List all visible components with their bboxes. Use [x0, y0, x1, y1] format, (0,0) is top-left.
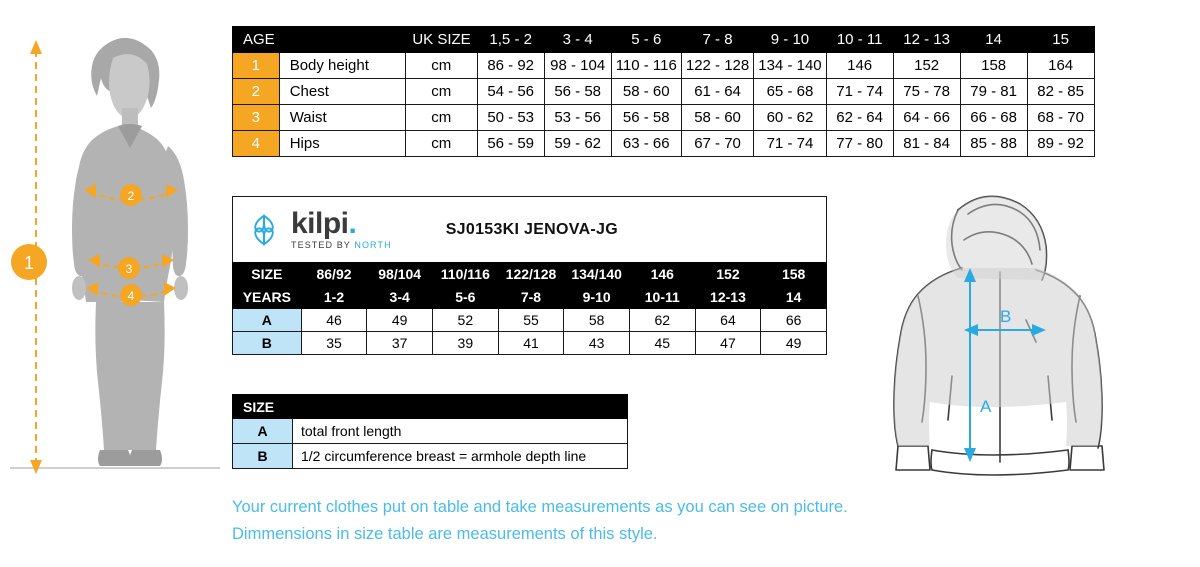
legend-header: SIZE [233, 395, 628, 419]
legend-key-a: A [233, 419, 293, 444]
product-size-block [232, 196, 827, 355]
header-size-9: 15 [1027, 27, 1094, 53]
cell: 67 - 70 [681, 131, 753, 157]
cell: 56 - 58 [544, 79, 611, 105]
age-size-table [232, 26, 1095, 157]
header-size-7: 12 - 13 [893, 27, 960, 53]
cell: 35 [301, 332, 367, 355]
body-silhouette [72, 38, 188, 466]
row-index: 3 [233, 105, 280, 131]
row-label: Hips [279, 131, 405, 157]
cell: 47 [695, 332, 761, 355]
cell: 146 [826, 53, 893, 79]
size-value: 152 [695, 263, 761, 286]
years-value: 5-6 [433, 286, 499, 309]
cell: 152 [893, 53, 960, 79]
header-size-5: 9 - 10 [754, 27, 826, 53]
years-value: 7-8 [498, 286, 564, 309]
measure-b-label: B [1000, 307, 1012, 326]
years-value: 10-11 [629, 286, 695, 309]
brand-tagline: TESTED BY NORTH [291, 240, 392, 250]
table-row [233, 263, 827, 286]
marker-3-label: 3 [125, 262, 133, 276]
row-index: 4 [233, 131, 280, 157]
size-value: 110/116 [433, 263, 499, 286]
cell: 55 [498, 309, 564, 332]
years-value: 9-10 [564, 286, 630, 309]
note-line-1: Your current clothes put on table and take measurements as you can see on picture. [232, 498, 848, 516]
cell: 64 - 66 [893, 105, 960, 131]
table-row [233, 395, 628, 419]
measure-a-label: A [980, 397, 992, 416]
cell: 62 - 64 [826, 105, 893, 131]
size-legend-table [232, 394, 628, 469]
size-value: 122/128 [498, 263, 564, 286]
cell: 77 - 80 [826, 131, 893, 157]
age-table-body [233, 53, 1095, 157]
cell: 45 [629, 332, 695, 355]
note-line-2: Dimmensions in size table are measurements of this style. [232, 525, 658, 544]
legend-key-b: B [233, 444, 293, 469]
table-row [233, 79, 1095, 105]
cell: 53 - 56 [544, 105, 611, 131]
cell: 110 - 116 [611, 53, 681, 79]
kilpi-knot-icon [243, 209, 285, 251]
row-unit: cm [405, 105, 477, 131]
years-value: 14 [761, 286, 827, 309]
cell: 56 - 58 [611, 105, 681, 131]
cell: 49 [761, 332, 827, 355]
table-row [233, 131, 1095, 157]
cell: 58 [564, 309, 630, 332]
years-value: 12-13 [695, 286, 761, 309]
cell: 71 - 74 [754, 131, 826, 157]
cell: 59 - 62 [544, 131, 611, 157]
size-value: 86/92 [301, 263, 367, 286]
footer-note [232, 494, 1032, 548]
cell: 81 - 84 [893, 131, 960, 157]
cell: 158 [960, 53, 1027, 79]
header-size-1: 1,5 - 2 [477, 27, 544, 53]
cell: 60 - 62 [754, 105, 826, 131]
cell: 79 - 81 [960, 79, 1027, 105]
measure-key-b: B [233, 332, 302, 355]
cell: 41 [498, 332, 564, 355]
legend-text-b: 1/2 circumference breast = armhole depth line [293, 444, 628, 469]
header-size-3: 5 - 6 [611, 27, 681, 53]
kilpi-logo [243, 209, 392, 251]
cell: 82 - 85 [1027, 79, 1094, 105]
product-code: SJ0153KI JENOVA-JG [445, 220, 618, 238]
row-unit: cm [405, 79, 477, 105]
product-size-table [232, 262, 827, 355]
cell: 37 [367, 332, 433, 355]
brand-name: kilpi. [291, 207, 357, 240]
row-unit: cm [405, 53, 477, 79]
header-uk-size: UK SIZE [405, 27, 477, 53]
table-row [233, 105, 1095, 131]
header-measure [279, 27, 405, 53]
cell: 164 [1027, 53, 1094, 79]
cell: 89 - 92 [1027, 131, 1094, 157]
row-label-size: SIZE [233, 263, 302, 286]
cell: 66 [761, 309, 827, 332]
size-value: 146 [629, 263, 695, 286]
cell: 65 - 68 [754, 79, 826, 105]
table-row [233, 419, 628, 444]
header-size-6: 10 - 11 [826, 27, 893, 53]
body-measurement-figure [0, 0, 228, 500]
measure-key-a: A [233, 309, 302, 332]
cell: 58 - 60 [681, 105, 753, 131]
cell: 98 - 104 [544, 53, 611, 79]
table-row [233, 332, 827, 355]
row-label: Chest [279, 79, 405, 105]
cell: 61 - 64 [681, 79, 753, 105]
cell: 68 - 70 [1027, 105, 1094, 131]
row-index: 2 [233, 79, 280, 105]
row-label: Body height [279, 53, 405, 79]
cell: 71 - 74 [826, 79, 893, 105]
table-row [233, 444, 628, 469]
cell: 43 [564, 332, 630, 355]
cell: 52 [433, 309, 499, 332]
row-index: 1 [233, 53, 280, 79]
cell: 50 - 53 [477, 105, 544, 131]
size-value: 158 [761, 263, 827, 286]
cell: 64 [695, 309, 761, 332]
cell: 46 [301, 309, 367, 332]
header-size-2: 3 - 4 [544, 27, 611, 53]
cell: 49 [367, 309, 433, 332]
cell: 85 - 88 [960, 131, 1027, 157]
years-value: 1-2 [301, 286, 367, 309]
header-size-4: 7 - 8 [681, 27, 753, 53]
marker-2-label: 2 [127, 189, 135, 203]
cell: 56 - 59 [477, 131, 544, 157]
cell: 39 [433, 332, 499, 355]
cell: 66 - 68 [960, 105, 1027, 131]
marker-4-label: 4 [127, 289, 135, 303]
table-row [233, 286, 827, 309]
cell: 86 - 92 [477, 53, 544, 79]
row-label: Waist [279, 105, 405, 131]
header-age: AGE [233, 27, 280, 53]
age-table-header [233, 27, 1095, 53]
header-size-8: 14 [960, 27, 1027, 53]
cell: 134 - 140 [754, 53, 826, 79]
cell: 122 - 128 [681, 53, 753, 79]
years-value: 3-4 [367, 286, 433, 309]
cell: 63 - 66 [611, 131, 681, 157]
table-row [233, 53, 1095, 79]
table-row [233, 309, 827, 332]
row-unit: cm [405, 131, 477, 157]
size-value: 98/104 [367, 263, 433, 286]
cell: 62 [629, 309, 695, 332]
cell: 58 - 60 [611, 79, 681, 105]
cell: 54 - 56 [477, 79, 544, 105]
cell: 75 - 78 [893, 79, 960, 105]
brand-text [291, 209, 392, 250]
size-value: 134/140 [564, 263, 630, 286]
legend-text-a: total front length [293, 419, 628, 444]
jacket-diagram [840, 180, 1170, 500]
table-row [233, 27, 1095, 53]
row-label-years: YEARS [233, 286, 302, 309]
brand-header [232, 196, 827, 262]
marker-1-label: 1 [23, 253, 35, 273]
